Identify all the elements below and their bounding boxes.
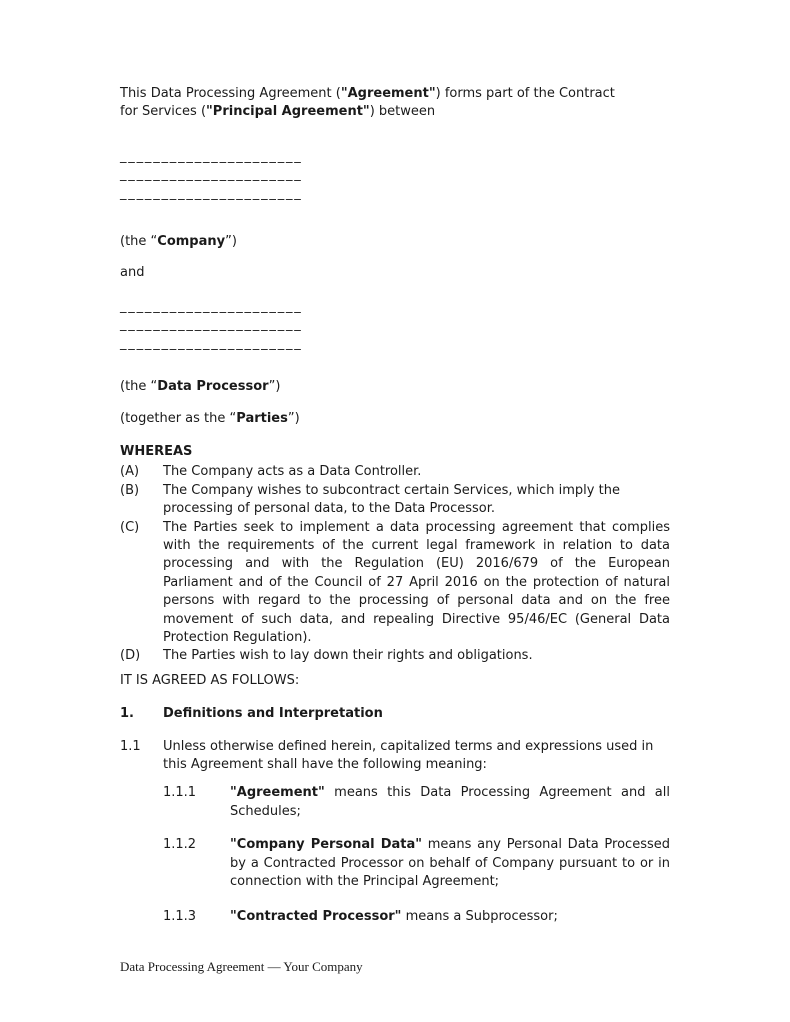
- definition-1-1-2-text: [230, 836, 670, 891]
- section-1-number: 1.: [120, 706, 134, 722]
- whereas-item-d-text: The Parties wish to lay down their rights and obligations.: [163, 648, 533, 664]
- blank-underline: ______________________: [120, 185, 303, 201]
- data-processor-label: [120, 378, 670, 396]
- definition-1-1-2: [120, 836, 670, 891]
- intro-line1-pre: This Data Processing Agreement (: [120, 86, 341, 101]
- definition-1-1-1-rest: means this Data Processing Agreement and all Schedules;: [230, 785, 670, 819]
- definition-1-1-2-number: 1.1.2: [163, 837, 197, 853]
- page-footer: Data Processing Agreement — Your Company: [120, 959, 363, 974]
- company-term: Company: [157, 234, 226, 250]
- parties-term: Parties: [236, 411, 288, 427]
- definition-1-1-1-number: 1.1.1: [163, 785, 197, 801]
- whereas-item-a: [120, 463, 670, 481]
- blank-underline: ______________________: [120, 317, 303, 333]
- defined-term-contracted-processor: "Contracted Processor": [230, 909, 402, 925]
- principal-agreement-term: "Principal Agreement": [206, 104, 370, 120]
- whereas-item-a-marker: (A): [120, 464, 140, 480]
- whereas-list: [120, 463, 670, 665]
- blank-underline: ______________________: [120, 148, 303, 164]
- section-1-title: Definitions and Interpretation: [163, 706, 383, 722]
- definition-1-1-1: [120, 784, 670, 821]
- whereas-item-d-marker: (D): [120, 648, 141, 664]
- defined-term-company-personal-data: "Company Personal Data": [230, 837, 423, 853]
- whereas-item-a-text: The Company acts as a Data Controller.: [163, 464, 422, 480]
- and-conjunction: and: [120, 265, 145, 281]
- whereas-item-c-text: The Parties seek to implement a data processing agreement that complies with the requirements of the current legal framework in relation to data processing and with the Regulation (EU) 2016/679 of the European Parliament and of the Council of 27 April 2016 on the protection of natural persons with regard to the processing of personal data and on the free movement of such data, and repealing Directive 95/46/EC (General Data Protection Regulation).: [163, 519, 670, 645]
- intro-paragraph: [120, 85, 670, 122]
- defined-term-agreement: "Agreement": [230, 785, 325, 801]
- definition-1-1-3: [120, 908, 670, 926]
- processor-name-blanks: [120, 298, 670, 353]
- data-processor-term: Data Processor: [157, 379, 269, 395]
- company-label: [120, 233, 670, 251]
- blank-underline: ______________________: [120, 167, 303, 183]
- parties-label-pre: (together as the “: [120, 411, 237, 427]
- intro-line2-pre: for Services (: [120, 104, 207, 120]
- section-1-heading: [120, 705, 670, 723]
- definition-1-1-1-text: [230, 784, 670, 821]
- whereas-heading: WHEREAS: [120, 443, 193, 459]
- whereas-item-b-marker: (B): [120, 482, 140, 498]
- whereas-item-d: [120, 647, 670, 665]
- parties-label: [120, 410, 670, 428]
- clause-1-1-text: Unless otherwise defined herein, capitalized terms and expressions used in this Agreement shall have the following meaning:: [163, 738, 654, 772]
- definition-1-1-3-rest: means a Subprocessor;: [401, 909, 558, 925]
- processor-label-post: ”): [268, 379, 281, 395]
- whereas-item-b-text: The Company wishes to subcontract certain Services, which imply the processing of personal data, to the Data Processor.: [163, 482, 620, 517]
- blank-underline: ______________________: [120, 298, 303, 314]
- company-name-blanks: [120, 148, 670, 203]
- blank-underline: ______________________: [120, 335, 303, 351]
- whereas-item-c: [120, 519, 670, 648]
- definition-1-1-2-rest: means any Personal Data Processed by a Contracted Processor on behalf of Company pursuant to or in connection with the Principal Agreement;: [230, 837, 670, 889]
- whereas-item-c-marker: (C): [120, 519, 140, 535]
- document-body: [120, 85, 670, 927]
- agreed-clause: IT IS AGREED AS FOLLOWS:: [120, 672, 300, 688]
- processor-label-pre: (the “: [120, 379, 158, 395]
- intro-line1-post: ) forms part of the Contract: [435, 86, 615, 101]
- clause-1-1: [120, 738, 670, 775]
- clause-1-1-number: 1.1: [120, 738, 141, 754]
- whereas-item-b: [120, 482, 670, 519]
- definition-1-1-3-number: 1.1.3: [163, 909, 197, 925]
- parties-label-post: ”): [287, 411, 300, 427]
- company-label-pre: (the “: [120, 234, 158, 250]
- company-label-post: ”): [225, 234, 237, 250]
- definition-1-1-3-text: [230, 908, 670, 926]
- intro-line2-post: ) between: [369, 104, 436, 120]
- agreement-term: "Agreement": [340, 86, 436, 101]
